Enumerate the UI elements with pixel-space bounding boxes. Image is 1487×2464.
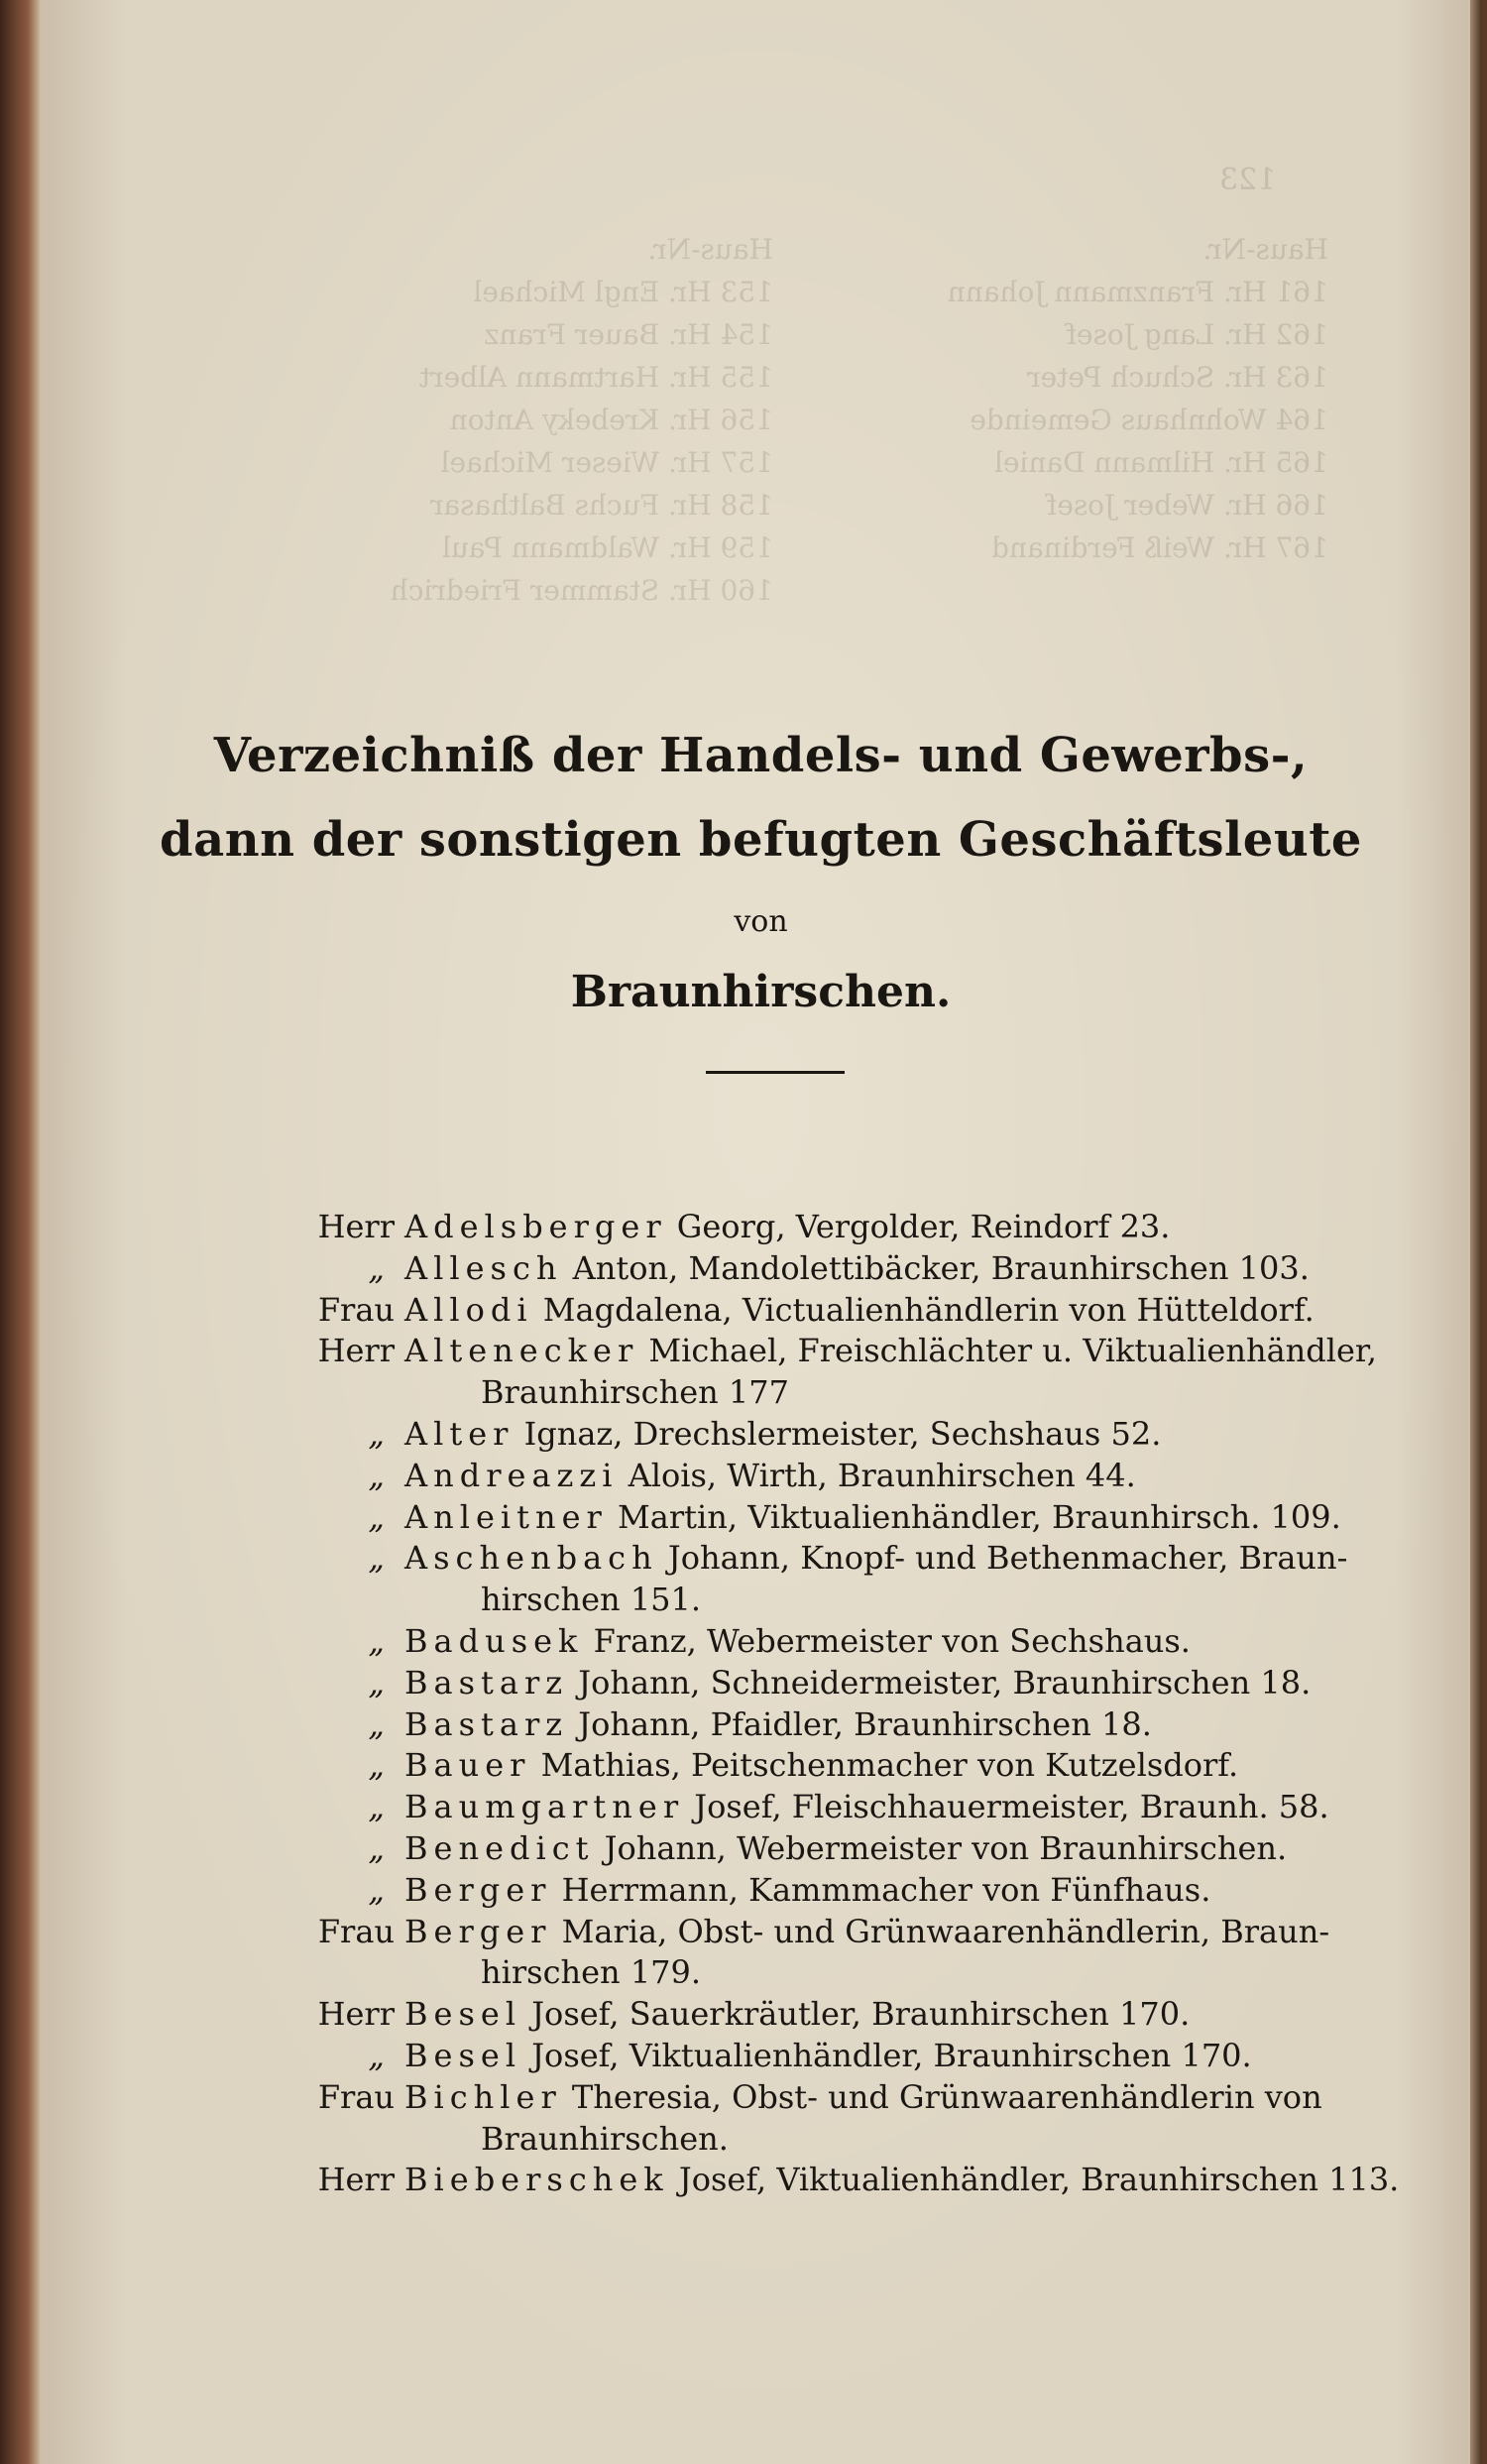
entry-prefix: Herr: [317, 1332, 395, 1370]
place-name: Braunhirschen.: [570, 967, 952, 1017]
entry-prefix: „: [368, 1497, 385, 1536]
book-binding: [0, 0, 40, 2464]
entry-surname: Besel: [404, 1995, 522, 2034]
entry-details: Johann, Webermeister von Braunhirschen.: [594, 1828, 1288, 1867]
directory-entry: [40, 1704, 1482, 1746]
entry-text: [404, 1497, 1341, 1539]
entry-prefix: „: [368, 1704, 385, 1743]
entry-details: Magdalena, Victualienhändlerin von Hütteldorf.: [532, 1290, 1315, 1329]
divider-rule: [706, 1071, 845, 1074]
entry-prefix: „: [368, 1621, 385, 1660]
directory-entry: [40, 2160, 1482, 2201]
directory-entry: [40, 1745, 1482, 1787]
entry-prefix: „: [368, 1828, 385, 1867]
entry-text: [404, 1290, 1315, 1332]
entry-text: [404, 1621, 1191, 1663]
entry-prefix: „: [368, 1414, 385, 1453]
entry-text: [404, 2036, 1252, 2077]
entry-surname: Adelsberger: [404, 1208, 667, 1245]
entry-prefix: „: [368, 2036, 385, 2074]
entry-surname: Bauer: [404, 1746, 531, 1785]
entry-surname: Andreazzi: [404, 1456, 619, 1494]
entry-text: [404, 1456, 1136, 1497]
title-line-1: Verzeichniß der Handels- und Gewerbs-,: [213, 728, 1309, 783]
entry-details: Alois, Wirth, Braunhirschen 44.: [618, 1456, 1136, 1494]
entry-details: Michael, Freischlächter u. Viktualienhändler,: [638, 1332, 1377, 1370]
book-page: [40, 0, 1482, 2464]
directory-entry: [40, 2036, 1482, 2077]
directory-entry-continuation: [40, 1580, 1482, 1621]
entry-prefix: Frau: [317, 1912, 395, 1950]
entry-details: Johann, Pfaidler, Braunhirschen 18.: [568, 1704, 1152, 1743]
entry-text: [404, 1663, 1311, 1704]
entry-surname: Allodi: [404, 1290, 533, 1329]
entry-continuation-text: hirschen 179.: [481, 1953, 702, 1992]
entry-details: Georg, Vergolder, Reindorf 23.: [666, 1208, 1171, 1245]
entry-prefix: „: [368, 1870, 385, 1909]
directory-entry: [40, 1994, 1482, 2036]
entry-surname: Benedict: [404, 1828, 595, 1867]
entry-details: Anton, Mandolettibäcker, Braunhirschen 103.: [562, 1248, 1310, 1287]
page-title: [40, 714, 1482, 882]
entry-surname: Bastarz: [404, 1663, 569, 1701]
entry-text: [404, 1870, 1210, 1912]
directory-entry: [40, 1870, 1482, 1912]
directory-entry: [40, 1497, 1482, 1539]
directory-entry: [40, 2077, 1482, 2119]
directory-entry: [40, 1207, 1482, 1248]
entry-prefix: „: [368, 1746, 385, 1785]
entry-details: Mathias, Peitschenmacher von Kutzelsdorf.: [530, 1746, 1239, 1785]
directory-entry: [40, 1787, 1482, 1828]
entry-prefix: „: [368, 1456, 385, 1494]
entry-surname: Aschenbach: [404, 1539, 658, 1578]
entry-text: [404, 2077, 1322, 2119]
entry-prefix: „: [368, 1539, 385, 1578]
directory-entry: [40, 1456, 1482, 1497]
entry-details: Johann, Schneidermeister, Braunhirschen 18.: [568, 1663, 1312, 1701]
directory-entry-continuation: [40, 1952, 1482, 1994]
entry-text: [404, 1331, 1377, 1372]
bleed-through-text: 123 Haus-Nr. 161 Hr. Franzmann Johann 162 Hr. Lang Josef 163 Hr. Schuch Peter 164 Wohnhaus Gemeinde 165 Hr. Hilmann Daniel 166 Hr. Weber Josef 167 Hr. Weiß Ferdinand Haus-Nr. 153 Hr. Engl Michael 154 Hr. Bauer Franz 155 Hr. Hartmann Albert 156 Hr. Krebeky Anton 157 Hr. Wieser Michael 158 Hr. Fuchs Balthasar 159 Hr. Waldmann Paul 160 Hr. Stammer Friedrich: [390, 163, 1328, 607]
entry-details: Franz, Webermeister von Sechshaus.: [583, 1621, 1191, 1660]
entry-text: [404, 2160, 1399, 2201]
entry-text: [404, 1207, 1170, 1248]
entry-surname: Alter: [404, 1414, 515, 1453]
entry-prefix: „: [368, 1663, 385, 1701]
entry-continuation-text: Braunhirschen 177: [481, 1373, 789, 1412]
entry-details: Josef, Sauerkräutler, Braunhirschen 170.: [521, 1995, 1191, 2034]
entry-details: Maria, Obst- und Grünwaarenhändlerin, Braun-: [551, 1912, 1330, 1950]
entry-surname: Berger: [404, 1912, 552, 1950]
entry-continuation-text: hirschen 151.: [481, 1581, 702, 1619]
entry-surname: Altenecker: [404, 1332, 639, 1370]
directory-entry-continuation: [40, 2119, 1482, 2161]
entry-surname: Besel: [404, 2036, 522, 2074]
entry-surname: Badusek: [404, 1621, 584, 1660]
entry-text: [404, 1538, 1347, 1580]
entry-prefix: Frau: [317, 1290, 395, 1329]
directory-entry: [40, 1663, 1482, 1704]
entry-surname: Berger: [404, 1870, 552, 1909]
entry-text: [404, 1704, 1152, 1746]
entry-text: [404, 1787, 1329, 1828]
entry-text: [404, 1912, 1329, 1953]
entry-details: Ignaz, Drechslermeister, Sechshaus 52.: [514, 1414, 1162, 1453]
directory-list: [40, 1207, 1482, 2201]
entry-details: Herrmann, Kammmacher von Fünfhaus.: [551, 1870, 1211, 1909]
entry-details: Josef, Viktualienhändler, Braunhirschen 113.: [668, 2161, 1400, 2199]
entry-surname: Baumgartner: [404, 1788, 685, 1826]
entry-continuation-text: Braunhirschen.: [481, 2119, 729, 2158]
entry-text: [404, 1414, 1161, 1456]
title-line-2: dann der sonstigen befugten Geschäftsleute: [160, 812, 1362, 868]
entry-prefix: Herr: [317, 1995, 395, 2034]
directory-entry: [40, 1828, 1482, 1870]
entry-surname: Bichler: [404, 2077, 562, 2116]
entry-details: Martin, Viktualienhändler, Braunhirsch. 109.: [607, 1497, 1341, 1536]
entry-prefix: „: [368, 1248, 385, 1287]
entry-details: Theresia, Obst- und Grünwaarenhändlerin von: [561, 2077, 1322, 2116]
entry-surname: Anleitner: [404, 1497, 608, 1536]
entry-prefix: Herr: [317, 1208, 395, 1245]
directory-entry: [40, 1290, 1482, 1332]
entry-surname: Bastarz: [404, 1704, 569, 1743]
directory-entry: [40, 1248, 1482, 1290]
directory-entry: [40, 1912, 1482, 1953]
entry-text: [404, 1745, 1238, 1787]
entry-prefix: Frau: [317, 2077, 395, 2116]
entry-surname: Bieberschek: [404, 2161, 669, 2199]
directory-entry: [40, 1621, 1482, 1663]
entry-text: [404, 1248, 1310, 1290]
directory-entry-continuation: [40, 1372, 1482, 1414]
entry-prefix: „: [368, 1788, 385, 1826]
entry-text: [404, 1994, 1190, 2036]
entry-details: Josef, Fleischhauermeister, Braunh. 58.: [684, 1788, 1329, 1826]
directory-entry: [40, 1331, 1482, 1372]
entry-surname: Allesch: [404, 1248, 563, 1287]
entry-details: Josef, Viktualienhändler, Braunhirschen 170.: [521, 2036, 1252, 2074]
title-von: von: [734, 904, 788, 939]
entry-prefix: Herr: [317, 2161, 395, 2199]
entry-details: Johann, Knopf- und Bethenmacher, Braun-: [657, 1539, 1348, 1578]
entry-text: [404, 1828, 1287, 1870]
directory-entry: [40, 1414, 1482, 1456]
directory-entry: [40, 1538, 1482, 1580]
